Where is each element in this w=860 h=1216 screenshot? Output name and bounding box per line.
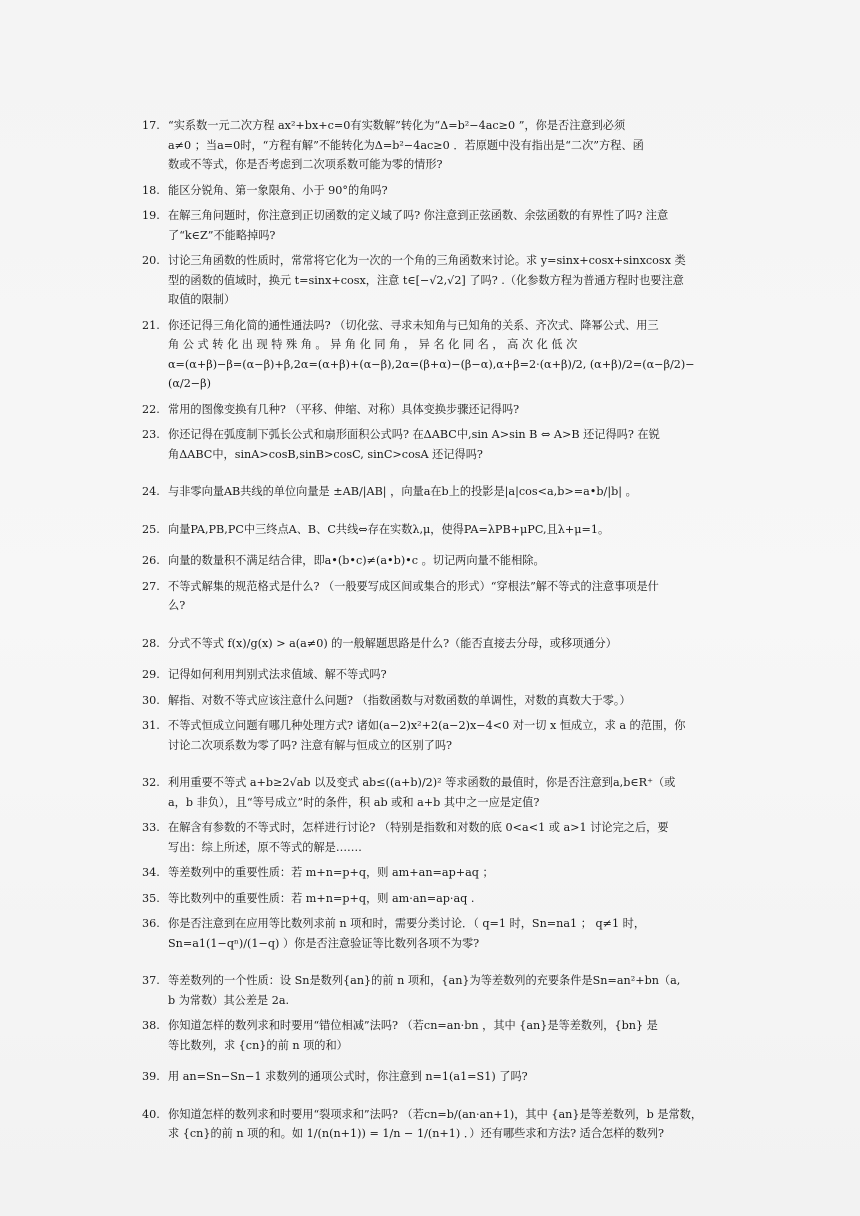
item-line (142, 577, 720, 597)
item-line (142, 914, 720, 934)
list-item (142, 716, 720, 755)
item-line (142, 290, 720, 310)
item-line (142, 335, 720, 355)
item-number: 22. (142, 402, 160, 416)
document-body (142, 116, 720, 1144)
list-item (142, 116, 720, 175)
item-line (142, 818, 720, 838)
list-item (142, 425, 720, 464)
item-line (142, 991, 720, 1011)
item-line (142, 1124, 720, 1144)
item-line (142, 863, 720, 883)
item-number: 26. (142, 554, 160, 567)
item-text: 能区分锐角、第一象限角、小于 90°的角吗? (168, 183, 388, 197)
item-text: 解指、对数不等式应该注意什么问题? （指数函数与对数函数的单调性，对数的真数大于零。） (168, 693, 631, 707)
item-number: 24. (142, 485, 160, 498)
item-text: 求 {cn}的前 n 项的和。如 1/(n(n+1)) = 1/n − 1/(n+1) ．）还有哪些求和方法? 适合怎样的数列? (168, 1127, 664, 1140)
item-line (142, 1067, 720, 1087)
list-item (142, 551, 720, 571)
item-line (142, 271, 720, 291)
item-line (142, 425, 720, 445)
item-number: 32. (142, 776, 160, 789)
item-number: 34. (142, 866, 160, 879)
item-number: 23. (142, 428, 160, 441)
item-number: 27. (142, 579, 160, 593)
item-number: 25. (142, 522, 160, 536)
item-text: 不等式解集的规范格式是什么? （一般要写成区间或集合的形式）“穿根法”解不等式的注意事项是什 (168, 579, 659, 593)
item-line (142, 971, 720, 991)
item-text: 么? (168, 599, 186, 612)
item-text: 不等式恒成立问题有哪几种处理方式? 诸如(a−2)x²+2(a−2)x−4<0 对一切 x 恒成立，求 a 的范围，你 (168, 719, 686, 732)
item-text: 你是否注意到在应用等比数列求前 n 项和时，需要分类讨论．（ q=1 时，Sn=na1 ； q≠1 时， (168, 917, 646, 930)
item-line (142, 1105, 720, 1125)
item-line (142, 665, 720, 685)
item-text: a≠0 ；当a=0时，“方程有解”不能转化为Δ=b²−4ac≥0 ．若原题中没有指出是“二次”方程、函 (168, 138, 644, 152)
item-number: 18. (142, 183, 160, 197)
item-text: a，b 非负），且“等号成立”时的条件，积 ab 或和 a+b 其中之一应是定值? (168, 795, 540, 809)
item-text: 角 公 式 转 化 出 现 特 殊 角 。 异 角 化 同 角 ， 异 名 化 同 名 ， 高 次 化 低 次 (168, 338, 578, 351)
item-line (142, 773, 720, 793)
list-item (142, 691, 720, 711)
item-line (142, 206, 720, 226)
item-line (142, 316, 720, 336)
list-item (142, 206, 720, 245)
item-text: 等差数列中的重要性质：若 m+n=p+q，则 am+an=ap+aq ； (168, 866, 494, 879)
item-line (142, 520, 720, 540)
item-number: 31. (142, 719, 160, 732)
item-line (142, 355, 720, 394)
item-text: 等差数列的一个性质：设 Sn是数列{an}的前 n 项和，{an}为等差数列的充要条件是Sn=an²+bn（a, (168, 974, 681, 987)
list-item (142, 251, 720, 310)
item-text: 你知道怎样的数列求和时要用“错位相减”法吗? （若cn=an·bn ，其中 {an}是等差数列，{bn} 是 (168, 1019, 658, 1032)
item-number: 28. (142, 636, 160, 650)
item-text: 取值的限制） (168, 293, 236, 306)
item-text: 型的函数的值域时，换元 t=sinx+cosx，注意 t∈[−√2,√2] 了吗? .（化参数方程为普通方程时也要注意 (168, 273, 684, 287)
item-text: 分式不等式 f(x)/g(x) > a(a≠0) 的一般解题思路是什么?（能否直接去分母，或移项通分） (168, 636, 617, 650)
item-text: 记得如何利用判别式法求值域、解不等式吗? (168, 668, 387, 681)
item-text: 写出：综上所述，原不等式的解是……. (168, 840, 362, 854)
item-line (142, 155, 720, 175)
item-text: “实系数一元二次方程 ax²+bx+c=0有实数解”转化为“Δ=b²−4ac≥0 ”，你是否注意到必须 (168, 119, 626, 132)
list-item (142, 863, 720, 883)
item-line (142, 136, 720, 156)
item-text: 与非零向量AB共线的单位向量是 ±AB/|AB| ，向量a在b上的投影是|a|cos<a,b>=a•b/|b| 。 (168, 485, 637, 498)
list-item (142, 181, 720, 201)
list-item (142, 889, 720, 909)
item-line (142, 838, 720, 858)
item-line (142, 251, 720, 271)
item-number: 38. (142, 1019, 160, 1032)
list-item (142, 400, 720, 420)
item-line (142, 181, 720, 201)
list-item (142, 914, 720, 953)
item-text: 等比数列中的重要性质：若 m+n=p+q，则 am·an=ap·aq . (168, 891, 475, 905)
list-item (142, 316, 720, 394)
item-text: 常用的图像变换有几种? （平移、伸缩、对称）具体变换步骤还记得吗? (168, 402, 520, 416)
item-line (142, 226, 720, 246)
list-item (142, 971, 720, 1010)
item-line (142, 482, 720, 502)
item-number: 37. (142, 974, 160, 987)
item-line (142, 634, 720, 654)
item-text: 你还记得在弧度制下弧长公式和扇形面积公式吗? 在ΔABC中,sin A>sin B ⇔ A>B 还记得吗? 在锐 (168, 428, 660, 441)
item-number: 35. (142, 891, 160, 905)
item-text: 讨论二次项系数为零了吗? 注意有解与恒成立的区别了吗? (168, 738, 453, 752)
item-text: 数或不等式，你是否考虑到二次项系数可能为零的情形? (168, 158, 443, 171)
item-line (142, 934, 720, 954)
item-line (142, 793, 720, 813)
item-line (142, 691, 720, 711)
list-item (142, 482, 720, 502)
list-item (142, 1105, 720, 1144)
list-item (142, 520, 720, 540)
item-line (142, 889, 720, 909)
item-line (142, 596, 720, 616)
item-number: 36. (142, 917, 160, 930)
item-text: 在解三角问题时，你注意到正切函数的定义域了吗? 你注意到正弦函数、余弦函数的有界性了吗? 注意 (168, 209, 669, 222)
list-item (142, 818, 720, 857)
item-text: 了“k∈Z”不能略掉吗? (168, 228, 276, 242)
list-item (142, 1016, 720, 1055)
item-line (142, 400, 720, 420)
list-item (142, 773, 720, 812)
item-line (142, 116, 720, 136)
item-text: 讨论三角函数的性质时，常常将它化为一次的一个角的三角函数来讨论。求 y=sinx+cosx+sinxcosx 类 (168, 254, 686, 267)
item-number: 19. (142, 209, 160, 222)
item-text: 角ΔABC中，sinA>cosB,sinB>cosC, sinC>cosA 还记得吗? (168, 447, 483, 461)
item-line (142, 551, 720, 571)
list-item (142, 577, 720, 616)
item-number: 17. (142, 119, 160, 132)
item-text: 你还记得三角化简的通性通法吗? （切化弦、寻求未知角与已知角的关系、齐次式、降幂公式、用三 (168, 318, 659, 332)
item-text: 用 an=Sn−Sn−1 求数列的通项公式时，你注意到 n=1(a1=S1) 了吗? (168, 1070, 528, 1083)
item-text: 你知道怎样的数列求和时要用“裂项求和”法吗? （若cn=b/(an·an+1)，其中 {an}是等差数列，b 是常数， (168, 1107, 703, 1121)
item-number: 29. (142, 668, 160, 681)
item-number: 33. (142, 821, 160, 834)
item-line (142, 736, 720, 756)
item-line (142, 1016, 720, 1036)
item-number: 20. (142, 254, 160, 267)
item-line (142, 1036, 720, 1056)
list-item (142, 1067, 720, 1087)
list-item (142, 665, 720, 685)
item-text: 向量PA,PB,PC中三终点A、B、C共线⇔存在实数λ,μ，使得PA=λPB+μPC,且λ+μ=1。 (168, 522, 610, 536)
item-number: 21. (142, 318, 160, 332)
item-line (142, 716, 720, 736)
item-line (142, 445, 720, 465)
item-text: 等比数列，求 {cn}的前 n 项的和） (168, 1038, 348, 1052)
item-text: b 为常数）其公差是 2a. (168, 993, 290, 1007)
list-item (142, 634, 720, 654)
item-number: 39. (142, 1070, 160, 1083)
item-text: Sn=a1(1−qⁿ)/(1−q) ）你是否注意验证等比数列各项不为零? (168, 936, 480, 950)
item-number: 30. (142, 693, 160, 707)
item-text: 向量的数量积不满足结合律，即a•(b•c)≠(a•b)•c 。切记两向量不能相除。 (168, 554, 545, 567)
item-text: 在解含有参数的不等式时，怎样进行讨论? （特别是指数和对数的底 0<a<1 或 a>1 讨论完之后，要 (168, 821, 669, 834)
item-text: α=(α+β)−β=(α−β)+β,2α=(α+β)+(α−β),2α=(β+α)−(β−α),α+β=2·(α+β)/2, (α+β)/2=(α−β/2)−(α/2−β) (168, 357, 695, 390)
item-number: 40. (142, 1107, 160, 1121)
item-text: 利用重要不等式 a+b≥2√ab 以及变式 ab≤((a+b)/2)² 等求函数的最值时，你是否注意到a,b∈R⁺（或 (168, 776, 676, 789)
